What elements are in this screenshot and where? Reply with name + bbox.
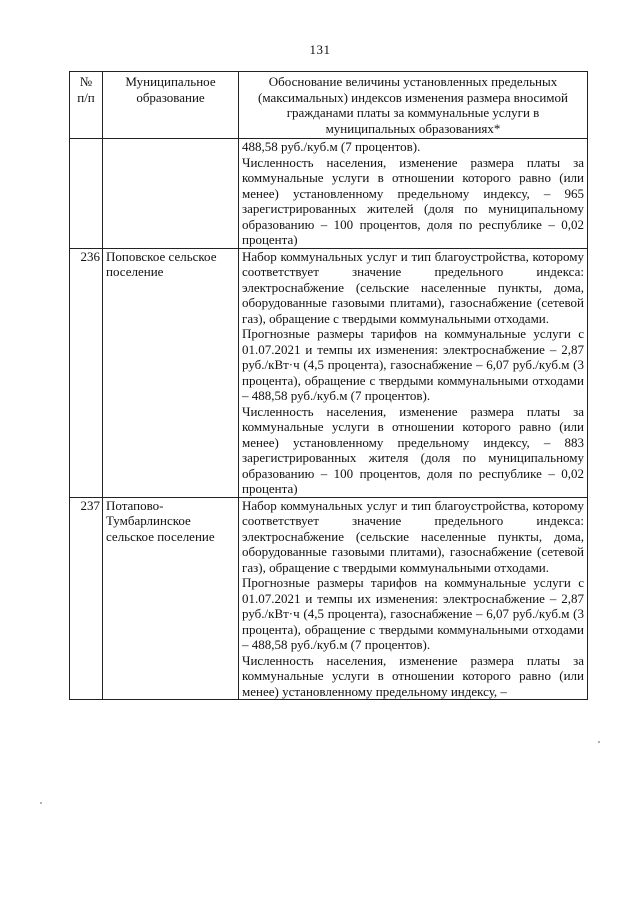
paragraph: 488,58 руб./куб.м (7 процентов). [242, 139, 421, 154]
paragraph: Численность населения, изменение размера платы за коммунальные услуги в отношении которого равно (или менее) установленному предельному индексу, – [242, 652, 584, 699]
table-row [70, 139, 588, 249]
row-justification [239, 139, 588, 249]
page-number: 131 [309, 42, 331, 57]
paragraph: Прогнозные размеры тарифов на коммунальные услуги с 01.07.2021 и темпы их изменения: электроснабжение – 2,87 руб./кВт·ч (4,5 процента), газоснабжение – 6,07 руб./куб.м (3 процента), обращение с твердыми коммунальными отходами – 488,58 руб./куб.м (7 процентов). [242, 326, 584, 403]
paragraph: Набор коммунальных услуг и тип благоустройства, которому соответствует значение предельного индекса: электроснабжение (сельские населенные пункты, дома, оборудованные газовыми плитами), газоснабжение (сетевой газ), обращение с твердыми коммунальными отходами. [242, 248, 584, 326]
paragraph: Набор коммунальных услуг и тип благоустройства, которому соответствует значение предельного индекса: электроснабжение (сельские населенные пункты, дома, оборудованные газовыми плитами), газоснабжение (сетевой газ), обращение с твердыми коммунальными отходами. [242, 497, 584, 575]
table-header-row [70, 72, 588, 139]
row-municipality [103, 139, 239, 249]
scan-speck [40, 802, 42, 804]
paragraph: Прогнозные размеры тарифов на коммунальные услуги с 01.07.2021 и темпы их изменения: электроснабжение – 2,87 руб./кВт·ч (4,5 процента), газоснабжение – 6,07 руб./куб.м (3 процента), обращение с твердыми коммунальными отходами – 488,58 руб./куб.м (7 процентов). [242, 575, 584, 652]
row-number: 237 [70, 497, 103, 700]
row-number [70, 139, 103, 249]
row-number: 236 [70, 248, 103, 497]
scan-speck [598, 741, 600, 743]
row-municipality: Потапово-Тумбарлинское сельское поселение [103, 497, 239, 700]
row-justification [239, 248, 588, 497]
header-number: № п/п [70, 72, 103, 139]
table-row [70, 497, 588, 700]
header-municipality: Муниципальное образование [103, 72, 239, 139]
paragraph: Численность населения, изменение размера платы за коммунальные услуги в отношении которого равно (или менее) установленному предельному индексу, – 965 зарегистрированных жителей (доля по муниципальному образованию – 100 процентов, доля по республике – 0,02 процента) [242, 154, 584, 247]
header-justification: Обоснование величины установленных предельных (максимальных) индексов изменения размера вносимой гражданами платы за коммунальные услуги в муниципальных образованиях* [239, 72, 588, 139]
table-row [70, 248, 588, 497]
paragraph: Численность населения, изменение размера платы за коммунальные услуги в отношении которого равно (или менее) установленному предельному индексу, – 883 зарегистрированных жителя (доля по муниципальному образованию – 100 процентов, доля по республике – 0,02 процента) [242, 403, 584, 496]
row-municipality: Поповское сельское поселение [103, 248, 239, 497]
row-justification [239, 497, 588, 700]
tariff-index-table [69, 71, 588, 700]
